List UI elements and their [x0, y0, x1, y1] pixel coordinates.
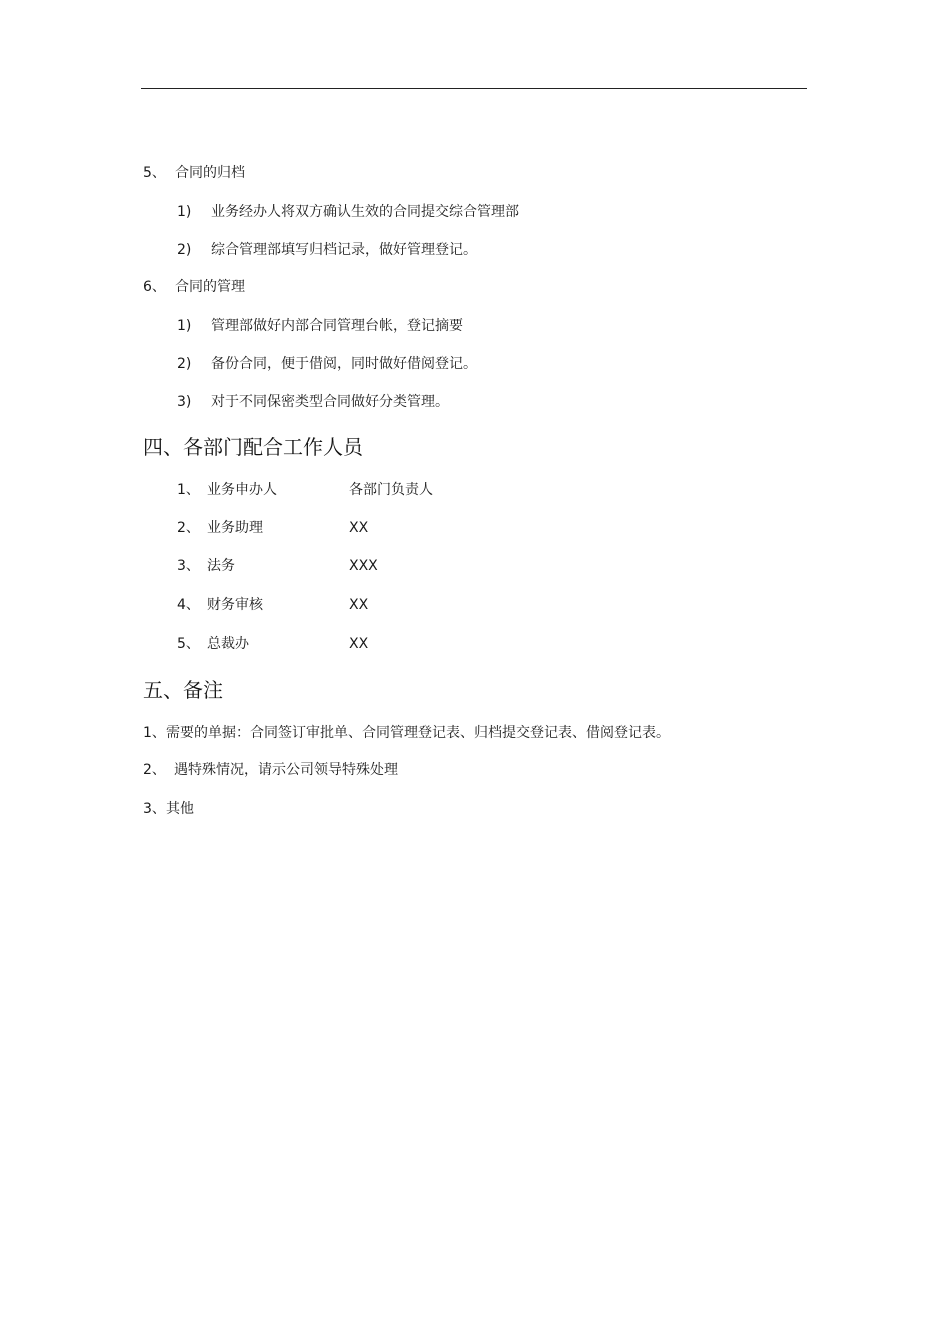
staff-row-5-person: XX: [349, 636, 369, 652]
staff-row-4-role: 财务审核: [207, 597, 263, 613]
section-6-number: 6、: [143, 279, 166, 295]
section-6-item-1-number: 1): [177, 318, 192, 334]
section-5-number: 5、: [143, 165, 166, 181]
note-3-text: 其他: [166, 801, 194, 817]
note-2-text: 遇特殊情况，请示公司领导特殊处理: [174, 762, 398, 778]
staff-row-2-person: XX: [349, 520, 369, 536]
staff-row-5-number: 5、: [177, 636, 200, 652]
staff-row-3-number: 3、: [177, 558, 200, 574]
header-rule: [141, 88, 807, 89]
note-3-number: 3、: [143, 801, 166, 817]
section-6-item-3-text: 对于不同保密类型合同做好分类管理。: [211, 394, 449, 410]
staff-row-1-role: 业务申办人: [207, 482, 277, 498]
staff-row-4-number: 4、: [177, 597, 200, 613]
section-6-item-3-number: 3): [177, 394, 192, 410]
staff-row-4-person: XX: [349, 597, 369, 613]
section-6-title: 合同的管理: [175, 279, 245, 295]
note-1-text: 需要的单据：合同签订审批单、合同管理登记表、归档提交登记表、借阅登记表。: [166, 725, 670, 741]
section-5-item-2-text: 综合管理部填写归档记录，做好管理登记。: [211, 242, 477, 258]
note-1-number: 1、: [143, 725, 166, 741]
section-5-title: 合同的归档: [175, 165, 245, 181]
section-5-item-1-number: 1): [177, 204, 192, 220]
section-6-item-1-text: 管理部做好内部合同管理台帐，登记摘要: [211, 318, 463, 334]
section-6-item-2-number: 2): [177, 356, 192, 372]
heading-notes: 五、备注: [143, 678, 223, 702]
section-5-item-1-text: 业务经办人将双方确认生效的合同提交综合管理部: [211, 204, 519, 220]
section-5-item-2-number: 2): [177, 242, 192, 258]
staff-row-2-number: 2、: [177, 520, 200, 536]
section-6-item-2-text: 备份合同，便于借阅，同时做好借阅登记。: [211, 356, 477, 372]
staff-row-1-person: 各部门负责人: [349, 482, 433, 498]
note-2-number: 2、: [143, 762, 166, 778]
staff-row-1-number: 1、: [177, 482, 200, 498]
staff-row-3-role: 法务: [207, 558, 235, 574]
staff-row-2-role: 业务助理: [207, 520, 263, 536]
heading-staff: 四、各部门配合工作人员: [143, 435, 363, 459]
staff-row-5-role: 总裁办: [207, 636, 249, 652]
staff-row-3-person: XXX: [349, 558, 378, 574]
